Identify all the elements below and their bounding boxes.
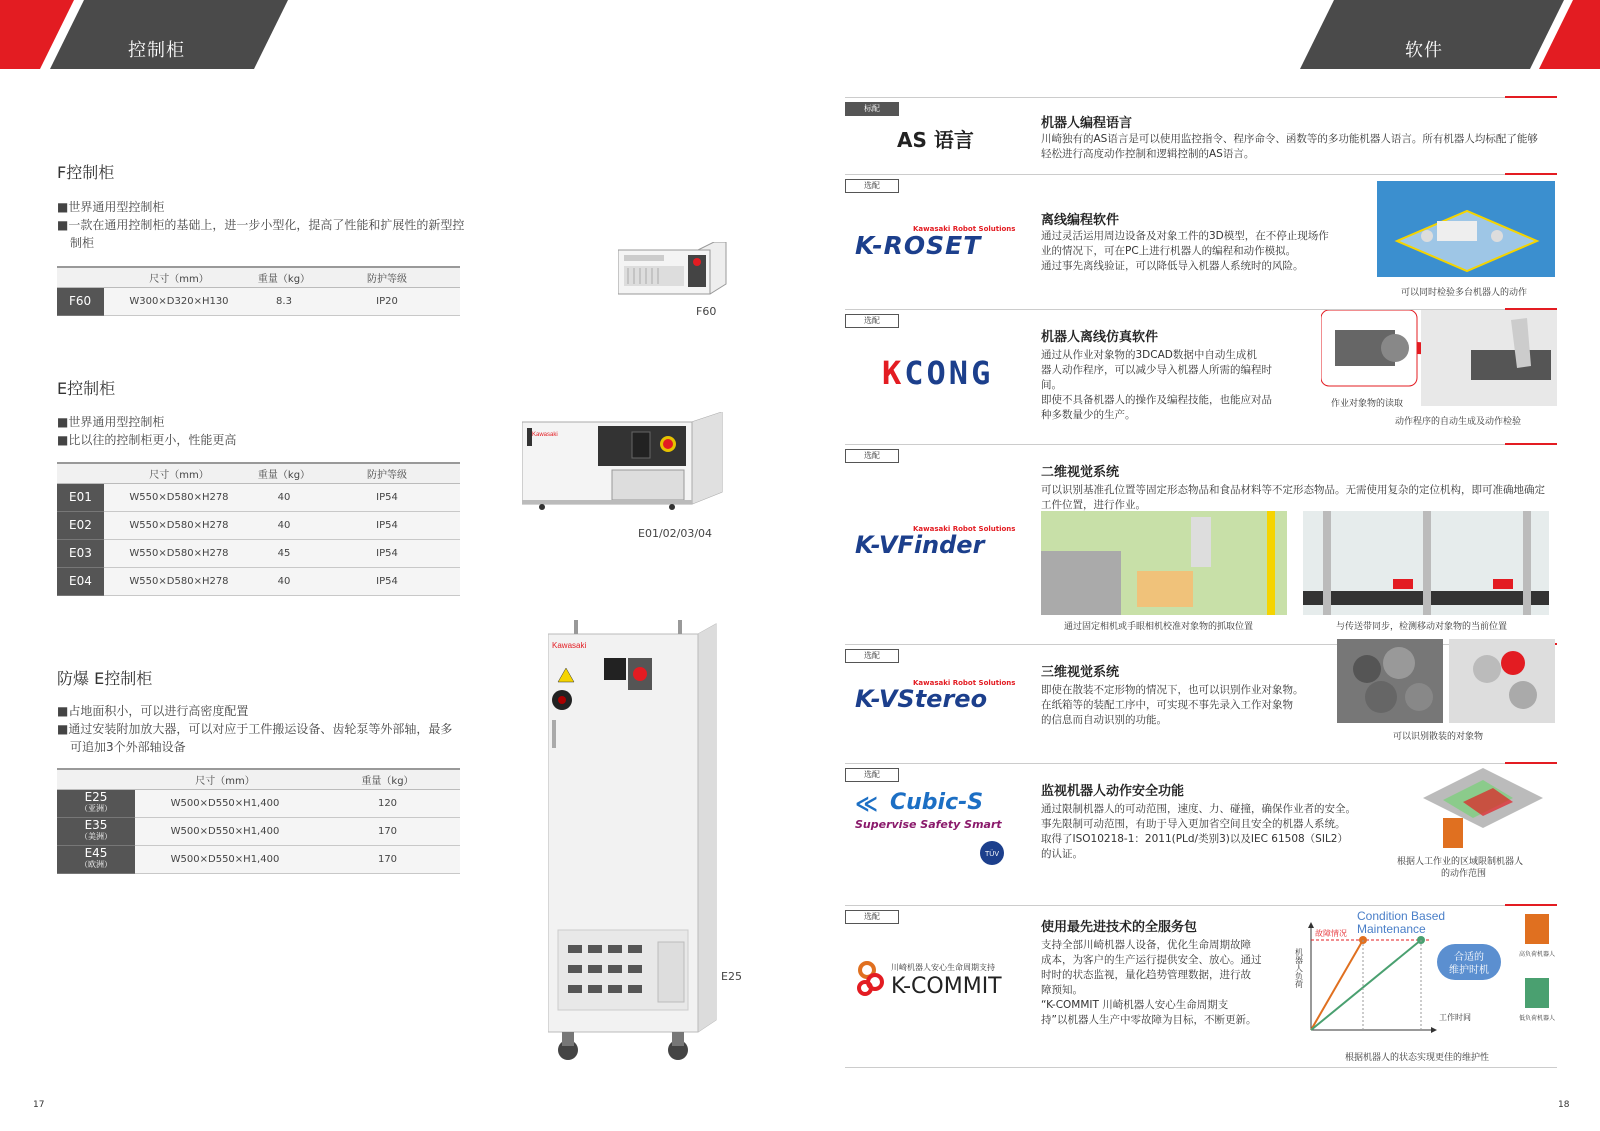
kvfinder-caption-2: 与传送带同步，检测移动对象物的当前位置 bbox=[1336, 622, 1508, 632]
kcommit-caption: 根据机器人的状态实现更佳的维护性 bbox=[1345, 1053, 1490, 1063]
kvfinder-image-1 bbox=[1041, 511, 1287, 615]
tag-optional: 选配 bbox=[845, 768, 899, 782]
kvstereo-image bbox=[1337, 639, 1555, 723]
cbm-bubble-1: 合适的 bbox=[1454, 952, 1484, 963]
software-row-kvstereo bbox=[845, 644, 1557, 762]
f-bullet-3: 制柜 bbox=[70, 236, 95, 250]
kcong-image bbox=[1321, 310, 1557, 410]
kcong-title: 机器人离线仿真软件 bbox=[1041, 330, 1159, 345]
software-row-kvfinder bbox=[845, 444, 1557, 643]
e-brand-label: Kawasaki bbox=[532, 432, 558, 438]
e-controller-photo bbox=[522, 412, 724, 512]
e-caption: E01/02/03/04 bbox=[638, 527, 713, 540]
cubic-s-image bbox=[1413, 758, 1555, 854]
f-section-title: F控制柜 bbox=[57, 163, 115, 182]
table-row: E01 W550×D580×H278 40 IP54 bbox=[57, 483, 460, 511]
e-bullet-2: ■比以往的控制柜更小，性能更高 bbox=[57, 433, 237, 447]
kvstereo-logo-sub: Kawasaki Robot Solutions bbox=[913, 679, 1016, 687]
kcommit-logo-icon bbox=[853, 958, 887, 998]
cbm-xaxis: 工作时间 bbox=[1439, 1013, 1471, 1022]
as-desc: 川崎独有的AS语言是可以使用监控指令、程序命令、函数等的多功能机器人语言。所有机器人均标配了能够 轻松进行高度动作控制和逻辑控制的AS语言。 bbox=[1041, 133, 1538, 160]
cbm-title-1: Condition Based bbox=[1357, 909, 1446, 923]
software-row-as bbox=[845, 97, 1557, 173]
cbm-title-2: Maintenance bbox=[1357, 922, 1426, 936]
f-bullet-2: ■一款在通用控制柜的基础上，进一步小型化，提高了性能和扩展性的新型控 bbox=[57, 218, 465, 232]
page-number-left: 17 bbox=[33, 1100, 45, 1110]
right-header-banner bbox=[1300, 0, 1600, 70]
cbm-bubble-2: 维护时机 bbox=[1449, 965, 1489, 976]
tag-optional: 选配 bbox=[845, 449, 899, 463]
e25-caption: E25 bbox=[721, 970, 742, 983]
table-row: E25 （亚洲） W500×D550×H1,400 120 bbox=[57, 789, 460, 817]
software-bottom-divider bbox=[845, 1067, 1557, 1068]
e25-cabinet-photo bbox=[548, 620, 720, 1082]
kroset-caption: 可以同时检验多台机器人的动作 bbox=[1401, 288, 1528, 298]
ex-bullet-2: ■通过安装附加放大器，可以对应于工件搬运设备、齿轮泵等外部轴，最多 bbox=[57, 722, 453, 736]
kroset-simulation-image bbox=[1377, 181, 1555, 277]
table-row: E35 （美洲） W500×D550×H1,400 170 bbox=[57, 817, 460, 845]
kvstereo-title: 三维视觉系统 bbox=[1041, 665, 1120, 680]
cbm-failure-label: 故障情况 bbox=[1315, 929, 1347, 938]
left-header-title: 控制柜 bbox=[128, 40, 185, 61]
kcong-logo: KCONG bbox=[882, 354, 994, 392]
kcong-desc: 通过从作业对象物的3DCAD数据中自动生成机 器人动作程序，可以减少导入机器人所需的编程时 间。 即使不具备机器人的操作及编程技能，也能应对品 种多数量少的生产。 bbox=[1041, 349, 1272, 421]
cubic-s-desc: 通过限制机器人的可动范围，速度、力、碰撞，确保作业者的安全。 事先限制可动范围，有助于导入更加省空间且安全的机器人系统。 取得了ISO10218-1：2011(PLd/类别3)以及IEC 61508（SIL2） 的认证。 bbox=[1041, 803, 1356, 860]
e-bullet-1: ■世界通用型控制柜 bbox=[57, 415, 165, 429]
cubic-s-title: 监视机器人动作安全功能 bbox=[1041, 784, 1185, 799]
kvfinder-logo-sub: Kawasaki Robot Solutions bbox=[913, 525, 1016, 533]
table-row: F60 W300×D320×H130 8.3 IP20 bbox=[57, 287, 460, 315]
ex-bullet-3: 可追加3个外部轴设备 bbox=[70, 740, 186, 754]
table-row: E03 W550×D580×H278 45 IP54 bbox=[57, 539, 460, 567]
table-row: E02 W550×D580×H278 40 IP54 bbox=[57, 511, 460, 539]
cubic-s-icon: ≪ bbox=[855, 792, 879, 817]
right-header-title: 软件 bbox=[1405, 40, 1443, 61]
cbm-high-load: 高负荷机器人 bbox=[1518, 952, 1556, 958]
cbm-yaxis: 机器人负荷 bbox=[1294, 948, 1304, 988]
cubic-s-caption-2: 的动作范围 bbox=[1441, 869, 1487, 879]
kroset-logo-sub: Kawasaki Robot Solutions bbox=[913, 225, 1016, 233]
f-spec-table: 尺寸（mm） 重量（kg） 防护等级 F60 W300×D320×H130 8.3 IP20 bbox=[57, 266, 460, 316]
kcong-caption-2: 动作程序的自动生成及动作检验 bbox=[1395, 417, 1522, 427]
kcommit-logo-sub: 川崎机器人安心生命周期支持 bbox=[891, 963, 995, 972]
kcommit-desc: 支持全部川崎机器人设备，优化生命周期故障 成本，为客户的生产运行提供安全、放心。通过 时时的状态监视，量化趋势管理数据，进行故 障预知。 “K-COMMIT 川崎机器人安心生命周期支 持”以机器人生产中零故障为目标，不断更新。 bbox=[1041, 939, 1262, 1026]
page-number-right: 18 bbox=[1558, 1100, 1570, 1110]
software-row-kcong bbox=[845, 309, 1557, 443]
f-bullet-1: ■世界通用型控制柜 bbox=[57, 200, 165, 214]
kcommit-title: 使用最先进技术的全服务包 bbox=[1041, 920, 1198, 935]
ex-section-title: 防爆 E控制柜 bbox=[57, 669, 153, 688]
kroset-logo: K-ROSET bbox=[855, 231, 982, 260]
tag-optional: 选配 bbox=[845, 179, 899, 193]
cubic-s-caption-1: 根据人工作业的区域限制机器人 bbox=[1397, 857, 1524, 867]
f60-caption: F60 bbox=[696, 305, 717, 318]
cubic-s-tagline: Supervise Safety Smart bbox=[855, 818, 1002, 831]
kvfinder-image-2 bbox=[1303, 511, 1549, 615]
e-section-title: E控制柜 bbox=[57, 379, 116, 398]
kvstereo-logo: K-VStereo bbox=[855, 685, 988, 713]
software-row-kroset bbox=[845, 174, 1557, 308]
f60-photo bbox=[618, 242, 728, 302]
kvstereo-desc: 即使在散装不定形物的情况下，也可以识别作业对象物。 在纸箱等的装配工序中，可实现不事先录入工作对象物 的信息而自动识别的功能。 bbox=[1041, 684, 1304, 726]
cbm-diagram bbox=[1281, 906, 1557, 1056]
e25-brand-label: Kawasaki bbox=[552, 641, 587, 650]
e-spec-table: 尺寸（mm） 重量（kg） 防护等级 E01 W550×D580×H278 40 IP54 E02 W550×D580×H278 40 IP54 E03 W550×D580×H278 45 IP54 E04 W550×D580×H278 40 IP54 bbox=[57, 462, 460, 596]
table-row: E04 W550×D580×H278 40 IP54 bbox=[57, 567, 460, 595]
tag-optional: 选配 bbox=[845, 910, 899, 924]
tag-standard: 标配 bbox=[845, 102, 899, 116]
cbm-low-load: 低负荷机器人 bbox=[1518, 1016, 1556, 1022]
tag-optional: 选配 bbox=[845, 649, 899, 663]
kroset-desc: 通过灵活运用周边设备及对象工件的3D模型，在不停止现场作 业的情况下，可在PC上进行机器人的编程和动作模拟。 通过事先离线验证，可以降低导入机器人系统时的风险。 bbox=[1041, 230, 1329, 272]
kroset-title: 离线编程软件 bbox=[1041, 213, 1120, 228]
as-title: 机器人编程语言 bbox=[1041, 116, 1133, 131]
kvstereo-caption: 可以识别散装的对象物 bbox=[1393, 732, 1484, 742]
software-row-kcommit bbox=[845, 905, 1557, 1067]
kvfinder-title: 二维视觉系统 bbox=[1041, 465, 1120, 480]
tag-optional: 选配 bbox=[845, 314, 899, 328]
cubic-s-logo: Cubic-S bbox=[890, 790, 984, 815]
ex-spec-table: 尺寸（mm） 重量（kg） E25 （亚洲） W500×D550×H1,400 120 E35 （美洲） W500×D550×H1,400 170 E45 （欧洲） W500×D550×H1,400 170 bbox=[57, 768, 460, 874]
kcommit-logo: K-COMMIT bbox=[891, 974, 1002, 999]
kvfinder-logo: K-VFinder bbox=[855, 531, 985, 559]
as-language-logo: AS 语言 bbox=[897, 128, 974, 152]
kvfinder-desc: 可以识别基准孔位置等固定形态物品和食品材料等不定形态物品。无需使用复杂的定位机构，即可准确地确定 工件位置，进行作业。 bbox=[1041, 484, 1545, 511]
table-row: E45 （欧洲） W500×D550×H1,400 170 bbox=[57, 845, 460, 873]
ex-bullet-1: ■占地面积小，可以进行高密度配置 bbox=[57, 704, 249, 718]
svg-text:TÜV: TÜV bbox=[985, 851, 999, 858]
kcong-caption-1: 作业对象物的读取 bbox=[1331, 399, 1404, 409]
kvfinder-caption-1: 通过固定相机或手眼相机校准对象物的抓取位置 bbox=[1064, 622, 1254, 632]
software-row-cubic-s bbox=[845, 763, 1557, 904]
tuv-certification-icon bbox=[979, 840, 1005, 866]
